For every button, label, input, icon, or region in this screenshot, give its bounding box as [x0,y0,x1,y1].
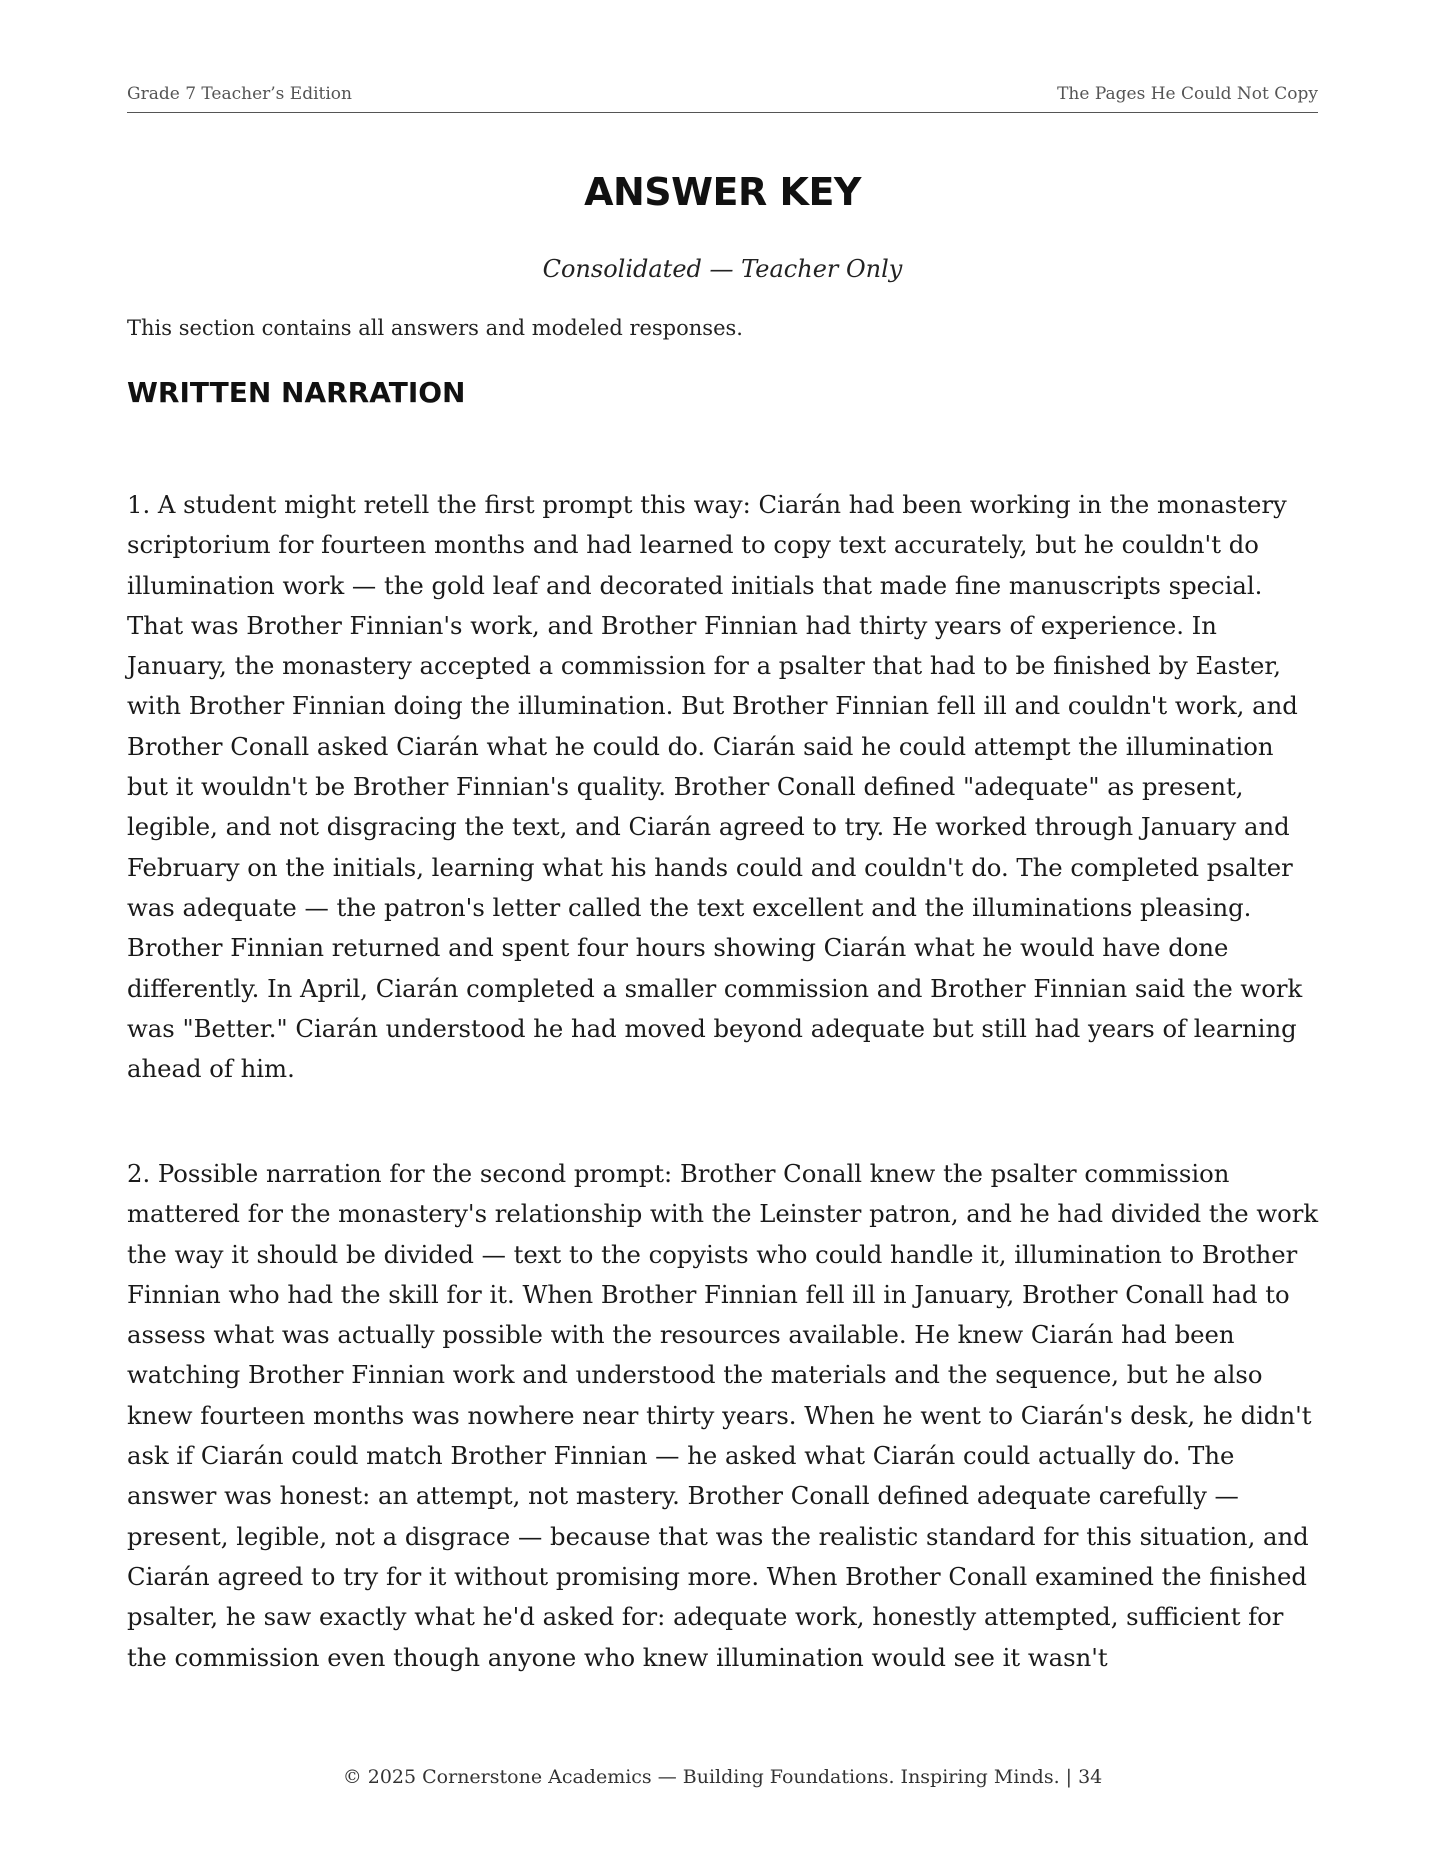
intro-text: This section contains all answers and modeled responses. [127,316,743,340]
header-right-text: The Pages He Could Not Copy [1057,84,1318,104]
header-left-text: Grade 7 Teacher’s Edition [127,84,352,104]
answer-paragraph-2: 2. Possible narration for the second prompt: Brother Conall knew the psalter commission mattered for the monastery's relationship with the Leinster patron, and he had divided the work the way it should be divided — text to the copyists who could handle it, illumination to Brother Finnian who had the skill for it. When Brother Finnian fell ill in January, Brother Conall had to assess what was actually possible with the resources available. He knew Ciarán had been watching Brother Finnian work and understood the materials and the sequence, but he also knew fourteen months was nowhere near thirty years. When he went to Ciarán's desk, he didn't ask if Ciarán could match Brother Finnian — he asked what Ciarán could actually do. The answer was honest: an attempt, not mastery. Brother Conall defined adequate carefully — present, legible, not a disgrace — because that was the realistic standard for this situation, and Ciarán agreed to try for it without promising more. When Brother Conall examined the finished psalter, he saw exactly what he'd asked for: adequate work, honestly attempted, sufficient for the commission even though anyone who knew illumination would see it wasn't [127,1159,1319,1672]
running-header [127,84,1318,113]
section-heading: WRITTEN NARRATION [127,376,466,409]
page-subtitle: Consolidated — Teacher Only [542,255,903,283]
answer-paragraph-1: 1. A student might retell the first prompt this way: Ciarán had been working in the monastery scriptorium for fourteen months and had learned to copy text accurately, but he couldn't do illumination work — the gold leaf and decorated initials that made fine manuscripts special. That was Brother Finnian's work, and Brother Finnian had thirty years of experience. In January, the monastery accepted a commission for a psalter that had to be finished by Easter, with Brother Finnian doing the illumination. But Brother Finnian fell ill and couldn't work, and Brother Conall asked Ciarán what he could do. Ciarán said he could attempt the illumination but it wouldn't be Brother Finnian's quality. Brother Conall defined "adequate" as present, legible, and not disgracing the text, and Ciarán agreed to try. He worked through January and February on the initials, learning what his hands could and couldn't do. The completed psalter was adequate — the patron's letter called the text excellent and the illuminations pleasing. Brother Finnian returned and spent four hours showing Ciarán what he would have done differently. In April, Ciarán completed a smaller commission and Brother Finnian said the work was "Better." Ciarán understood he had moved beyond adequate but still had years of learning ahead of him. [127,490,1303,1084]
page-title: ANSWER KEY [584,170,861,214]
page-footer: © 2025 Cornerstone Academics — Building Foundations. Inspiring Minds. | 34 [342,1766,1103,1788]
